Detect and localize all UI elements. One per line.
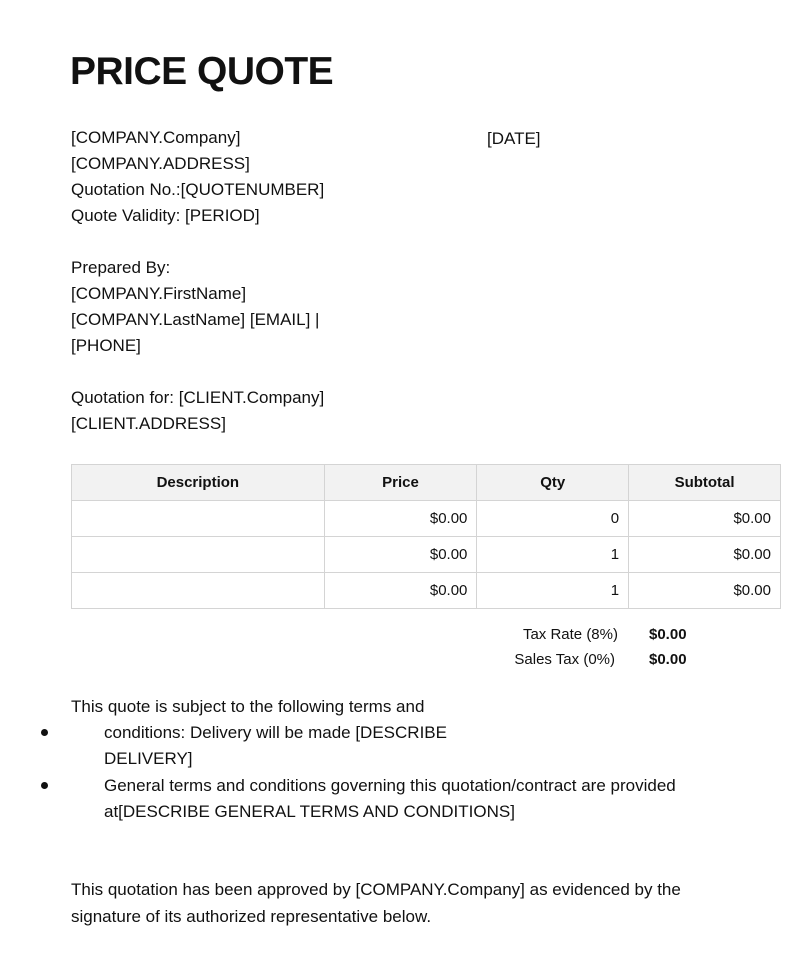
tax-rate-label: Tax Rate (8%) <box>522 626 618 643</box>
column-header-price: Price <box>324 465 477 501</box>
table-row <box>72 573 781 609</box>
subtotal-cell: $0.00 <box>629 573 781 609</box>
bullet-icon <box>41 729 48 736</box>
price-cell: $0.00 <box>324 501 477 537</box>
qty-cell: 0 <box>477 501 629 537</box>
line-items-table <box>71 464 781 609</box>
column-header-subtotal: Subtotal <box>629 465 781 501</box>
table-header-row <box>72 465 781 501</box>
quote-validity: Quote Validity: [PERIOD] <box>71 206 260 225</box>
column-header-qty: Qty <box>477 465 629 501</box>
column-header-description: Description <box>72 465 325 501</box>
qty-cell: 1 <box>477 573 629 609</box>
description-cell[interactable] <box>72 573 325 609</box>
company-name: [COMPANY.Company] <box>71 128 241 147</box>
table-row <box>72 537 781 573</box>
client-address: [CLIENT.ADDRESS] <box>71 414 226 433</box>
page-title: PRICE QUOTE <box>70 50 334 93</box>
preparer-last-name-email: [COMPANY.LastName] [EMAIL] | <box>71 310 320 329</box>
terms-intro: This quote is subject to the following terms and <box>71 697 425 716</box>
bullet-icon <box>41 782 48 789</box>
terms-item-2-line-1: General terms and conditions governing this quotation/contract are provided <box>104 776 676 795</box>
description-cell[interactable] <box>72 537 325 573</box>
preparer-phone: [PHONE] <box>71 336 141 355</box>
quote-date: [DATE] <box>487 129 541 148</box>
price-cell: $0.00 <box>324 537 477 573</box>
subtotal-cell: $0.00 <box>629 537 781 573</box>
terms-item-2-line-2: at[DESCRIBE GENERAL TERMS AND CONDITIONS] <box>104 802 515 821</box>
approval-line-1: This quotation has been approved by [COMPANY.Company] as evidenced by the <box>71 880 681 899</box>
approval-line-2: signature of its authorized representative below. <box>71 907 432 926</box>
quotation-for: Quotation for: [CLIENT.Company] <box>71 388 325 407</box>
tax-rate-value: $0.00 <box>649 626 687 643</box>
subtotal-cell: $0.00 <box>629 501 781 537</box>
description-cell[interactable] <box>72 501 325 537</box>
quotation-number: Quotation No.:[QUOTENUMBER] <box>71 180 325 199</box>
company-address: [COMPANY.ADDRESS] <box>71 154 250 173</box>
sales-tax-label: Sales Tax (0%) <box>514 651 615 668</box>
terms-item-1-line-2: DELIVERY] <box>104 749 193 768</box>
preparer-first-name: [COMPANY.FirstName] <box>71 284 247 303</box>
terms-item-1-line-1: conditions: Delivery will be made [DESCRIBE <box>104 723 447 742</box>
sales-tax-value: $0.00 <box>649 651 687 668</box>
qty-cell: 1 <box>477 537 629 573</box>
prepared-by-label: Prepared By: <box>71 258 171 277</box>
table-row <box>72 501 781 537</box>
price-cell: $0.00 <box>324 573 477 609</box>
